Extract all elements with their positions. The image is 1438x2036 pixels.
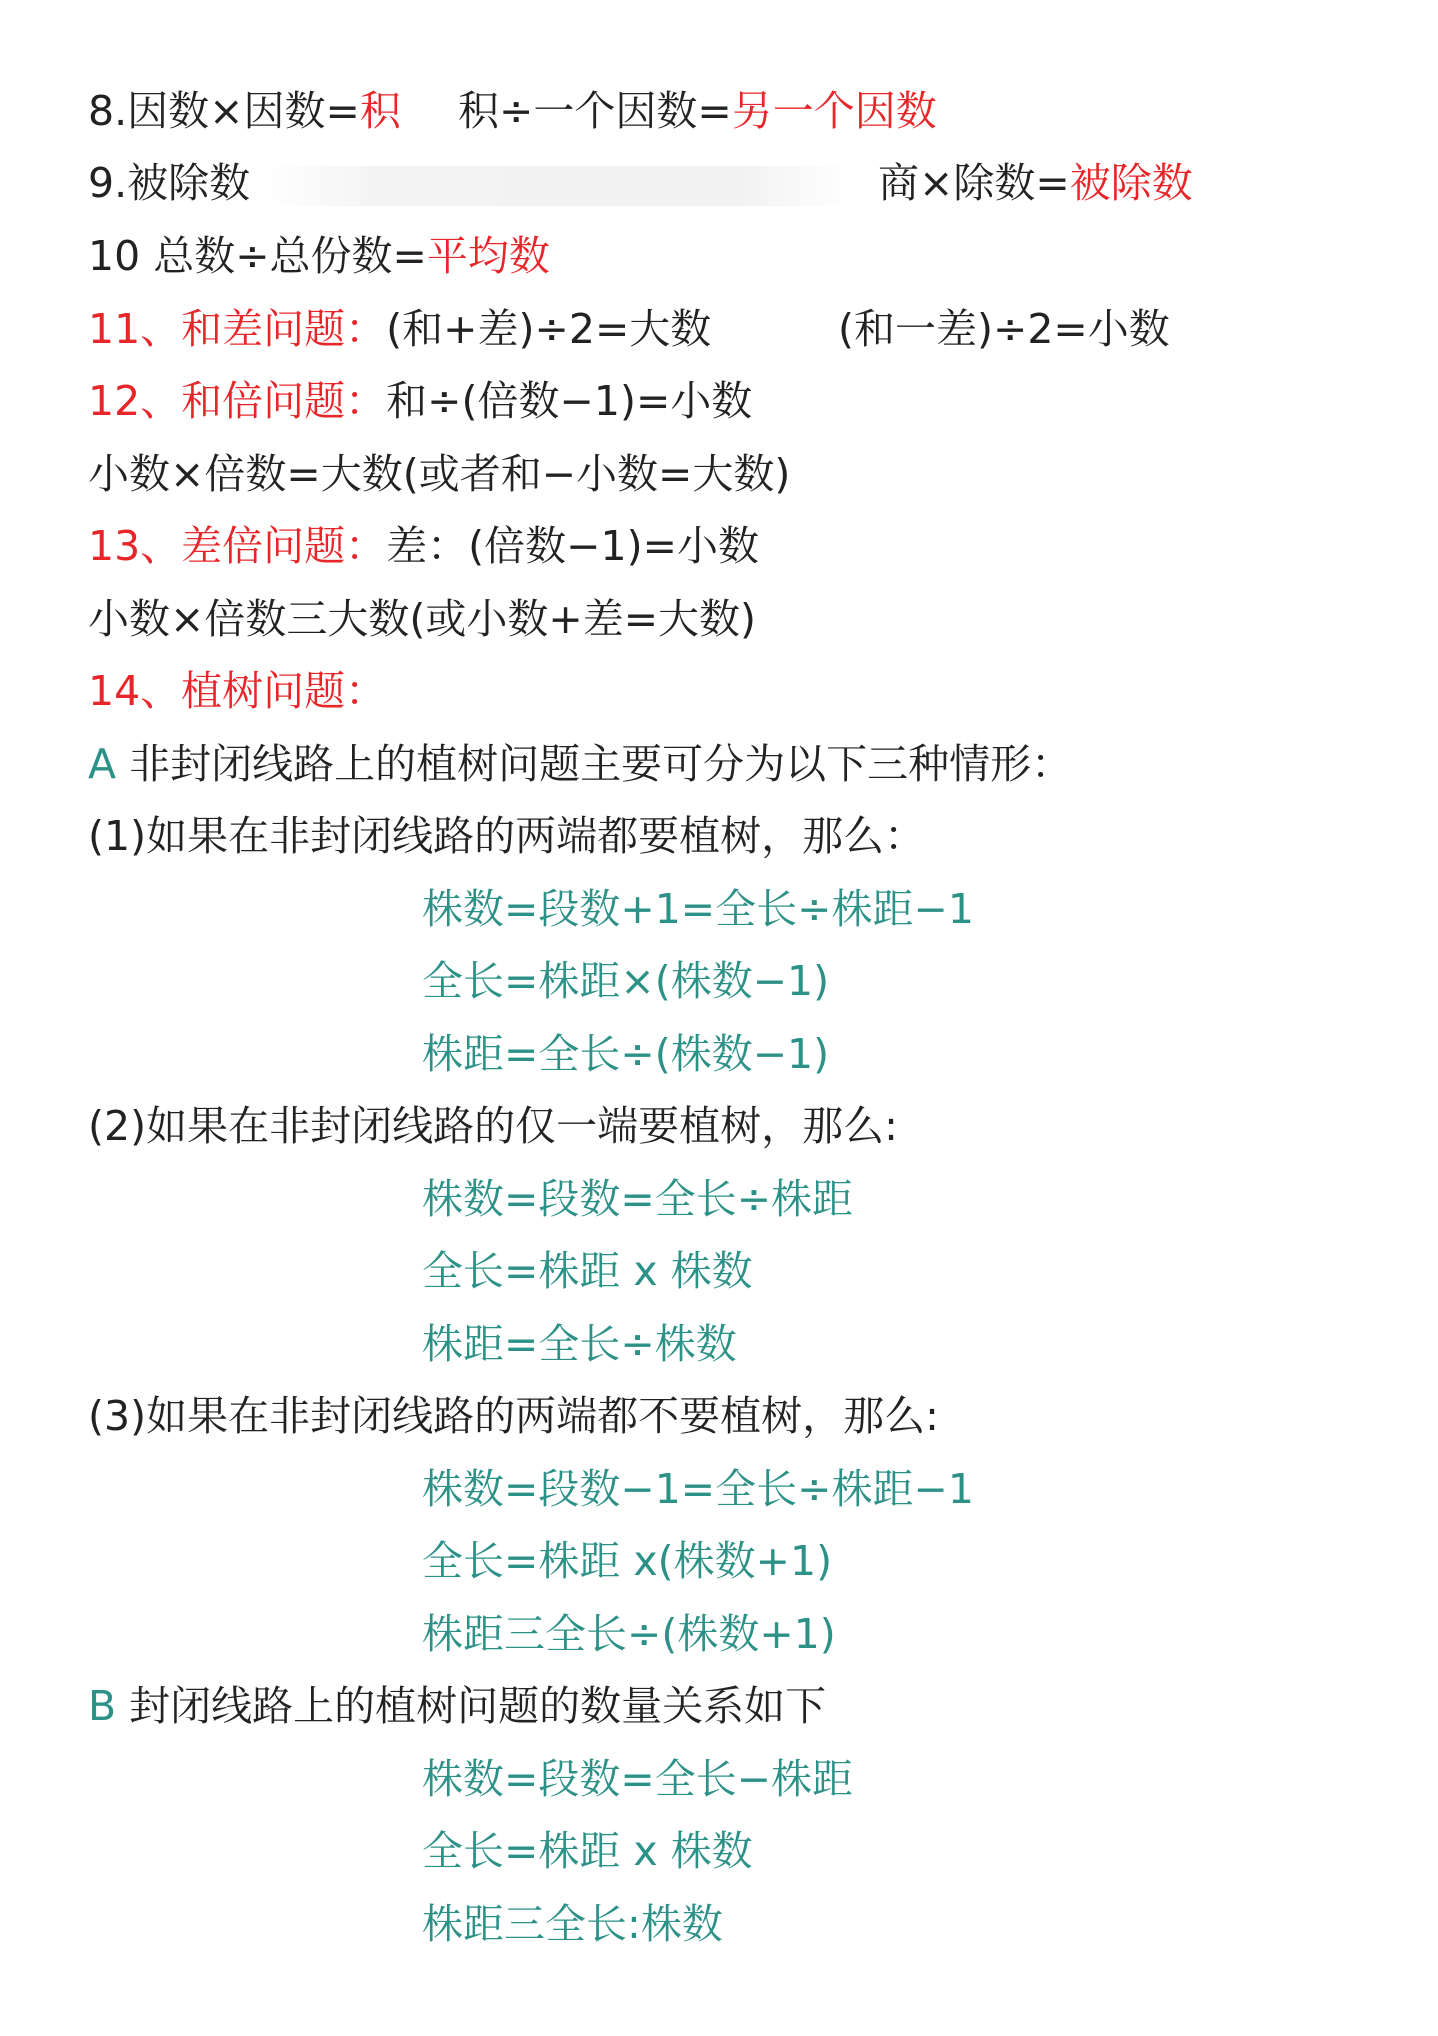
- section-b-formula-3: 株距三全长:株数: [422, 1900, 723, 1948]
- case3-formula-1: 株数=段数−1=全长÷株距−1: [422, 1465, 974, 1513]
- line8-part-a: 8.因数×因数=: [88, 87, 360, 135]
- section-b-formula-1: 株数=段数=全长−株距: [422, 1755, 854, 1803]
- line11-formula-a: (和+差)÷2=大数: [386, 305, 712, 353]
- line13-formula-a: 差：(倍数−1)=小数: [386, 522, 759, 570]
- line14-heading: 14、植树问题：: [88, 667, 387, 715]
- line11-formula-b: (和一差)÷2=小数: [838, 305, 1170, 353]
- line12-heading: 12、和倍问题：: [88, 377, 387, 425]
- formula-line-10: [88, 228, 550, 284]
- section-b-text: 封闭线路上的植树问题的数量关系如下: [116, 1682, 827, 1730]
- section-b-letter: B: [88, 1682, 117, 1730]
- line13-heading: 13、差倍问题：: [88, 522, 387, 570]
- line11-heading: 11、和差问题：: [88, 305, 387, 353]
- case3-formula-2: 全长=株距 x(株数+1): [422, 1537, 833, 1585]
- line13-formula-b: 小数×倍数三大数(或小数+差=大数): [88, 595, 757, 643]
- case1-formula-3: 株距=全长÷(株数−1): [422, 1030, 830, 1078]
- case1-formula-1: 株数=段数+1=全长÷株距−1: [422, 885, 974, 933]
- section-a-heading: [88, 736, 1072, 792]
- section-a-letter: A: [88, 740, 117, 788]
- case3-title-text: (3)如果在非封闭线路的两端都不要植树，那么:: [88, 1392, 939, 1440]
- formula-line-14: [88, 663, 386, 719]
- formula-line-11: [88, 301, 711, 357]
- case2-title-text: (2)如果在非封闭线路的仅一端要植树，那么:: [88, 1102, 898, 1150]
- formula-line-12: [88, 373, 752, 429]
- blurred-region: [263, 166, 853, 206]
- formula-line-13b: [88, 591, 756, 647]
- case1-title: [88, 808, 925, 864]
- line8-part-c: 积÷一个因数=: [458, 87, 732, 135]
- case2-formula-2: 全长=株距 x 株数: [422, 1247, 753, 1295]
- case2-formula-1: 株数=段数=全长÷株距: [422, 1175, 854, 1223]
- line10-part-a: 10 总数÷总份数=: [88, 232, 427, 280]
- formula-line-8: [88, 83, 401, 139]
- line10-part-b: 平均数: [426, 232, 550, 280]
- case3-formula-3: 株距三全长÷(株数+1): [422, 1610, 836, 1658]
- case1-title-text: (1)如果在非封闭线路的两端都要植树，那么：: [88, 812, 926, 860]
- line8-part-b: 积: [359, 87, 401, 135]
- case3-title: [88, 1388, 939, 1444]
- section-b-heading: [88, 1678, 826, 1734]
- line8-part-d: 另一个因数: [731, 87, 937, 135]
- case2-title: [88, 1098, 898, 1154]
- formula-line-9-right: [878, 155, 1193, 211]
- line9-part-d: 被除数: [1069, 159, 1193, 207]
- formula-line-9: [88, 155, 853, 211]
- formula-line-11-right: [838, 301, 1170, 357]
- line12-formula-a: 和÷(倍数−1)=小数: [386, 377, 753, 425]
- section-b-formula-2: 全长=株距 x 株数: [422, 1827, 753, 1875]
- case2-formula-3: 株距=全长÷株数: [422, 1320, 737, 1368]
- section-a-text: 非封闭线路上的植树问题主要可分为以下三种情形：: [116, 740, 1073, 788]
- formula-line-13: [88, 518, 759, 574]
- line9-part-c: 商×除数=: [878, 159, 1070, 207]
- line12-formula-b: 小数×倍数=大数(或者和−小数=大数): [88, 450, 791, 498]
- formula-line-8-right: [458, 83, 937, 139]
- line9-part-a: 9.被除数: [88, 159, 251, 207]
- case1-formula-2: 全长=株距×(株数−1): [422, 957, 830, 1005]
- formula-line-12b: [88, 446, 790, 502]
